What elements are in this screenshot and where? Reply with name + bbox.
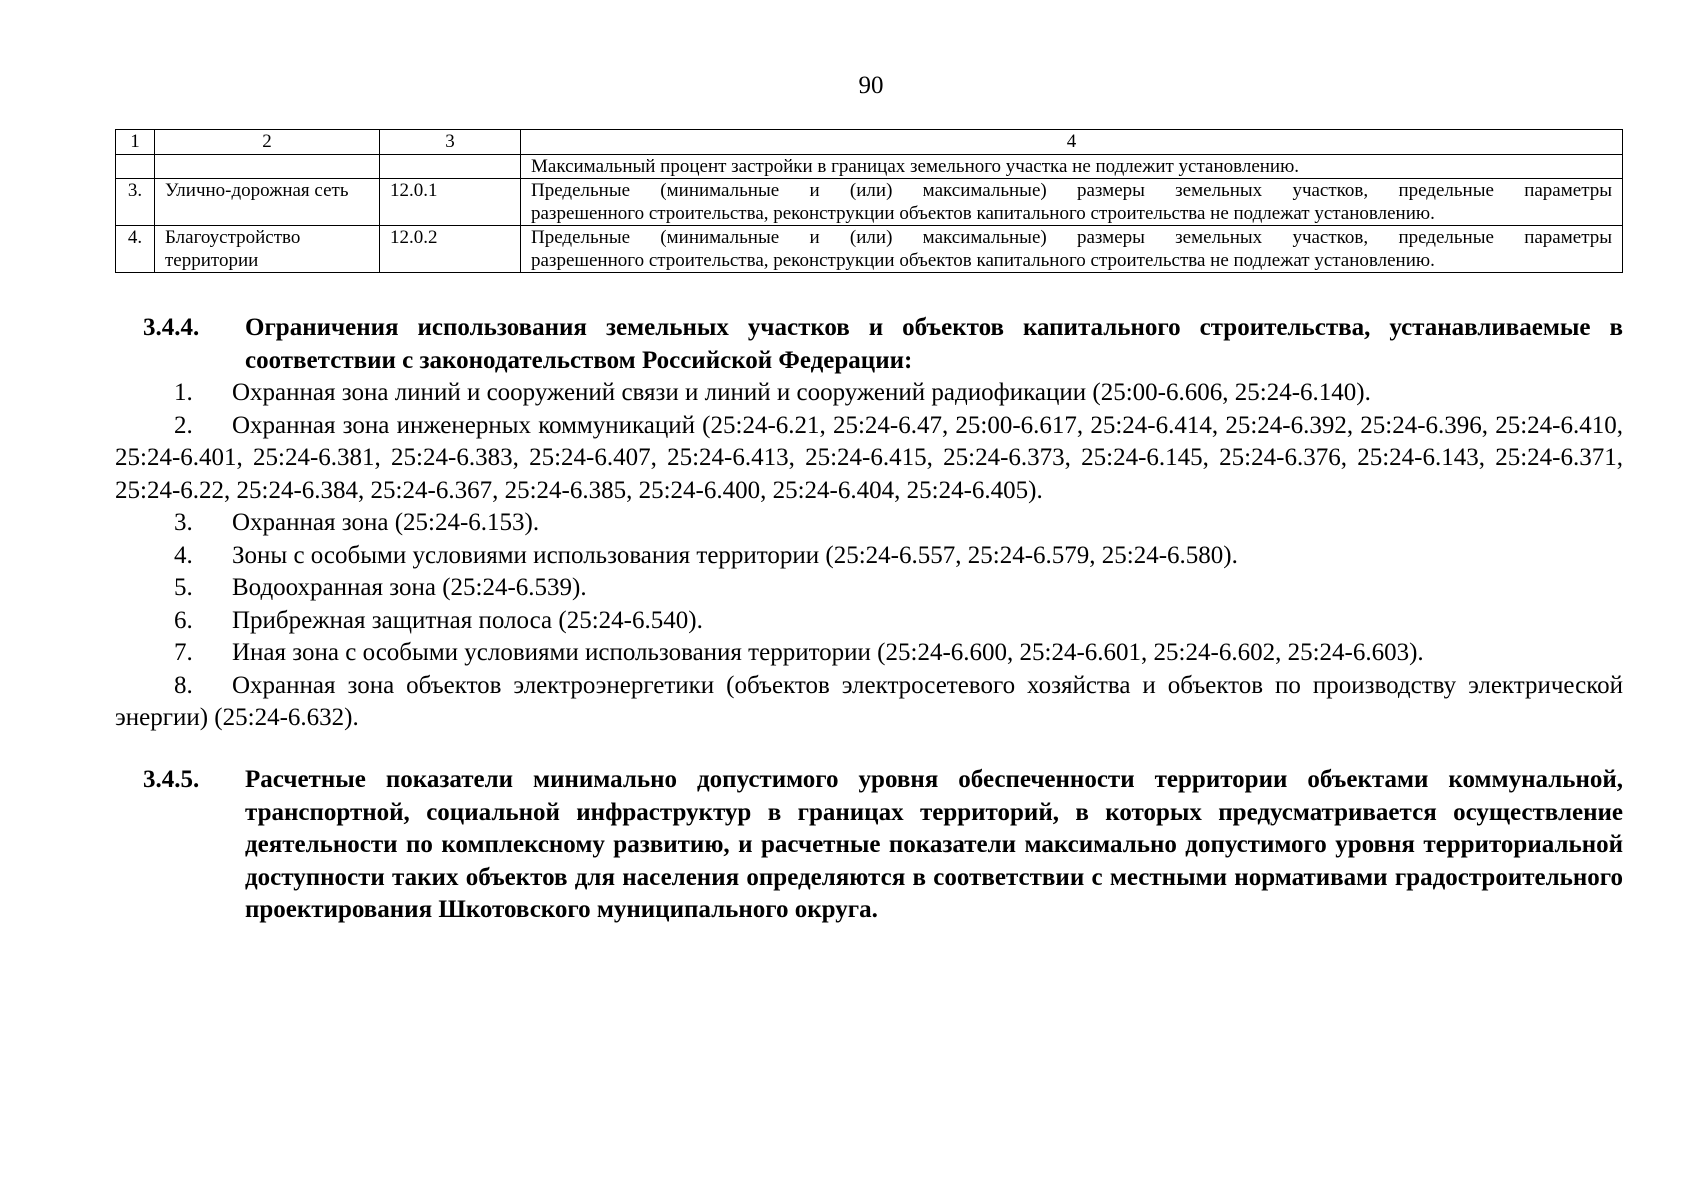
page-number: 90 xyxy=(858,72,884,99)
item-text: Водоохранная зона (25:24-6.539). xyxy=(232,574,587,601)
section-title: Расчетные показатели минимально допустимого уровня обеспеченности территории объектами коммунальной, транспортной, социальной инфраструктур в границах территорий, в которых предусматривается осуществление деятельности по комплексному развитию, и расчетные показатели максимально допустимого уровня территориальной доступности таких объектов для населения определяются в соответствии с местными нормативами градостроительного проектирования Шкотовского муниципального округа. xyxy=(245,766,1623,923)
row-text-line: разрешенного строительства, реконструкции объектов капитального строительства не подлежат установлению. xyxy=(531,203,1435,224)
item-number: 3. xyxy=(174,509,193,536)
land-use-table xyxy=(115,129,1623,273)
section-heading xyxy=(115,312,1623,377)
item-text: Иная зона с особыми условиями использования территории (25:24-6.600, 25:24-6.601, 25:24-6.602, 25:24-6.603). xyxy=(232,639,1424,666)
section-heading xyxy=(115,764,1623,927)
restrictions-list xyxy=(115,377,1623,735)
row-text-line: Предельные (минимальные и (или) максимальные) размеры земельных участков, предельные параметры xyxy=(531,227,1612,248)
row-name-cell: Улично-дорожная сеть xyxy=(155,179,380,226)
item-text: Охранная зона объектов электроэнергетики (объектов электросетевого хозяйства и объектов по производству электрической энергии) (25:24-6.632). xyxy=(115,671,1623,731)
list-item xyxy=(115,507,1623,540)
item-number: 6. xyxy=(174,606,193,634)
row-text-line: Предельные (минимальные и (или) максимальные) размеры земельных участков, предельные параметры xyxy=(531,180,1612,201)
list-item xyxy=(115,377,1623,410)
row-text-cell xyxy=(521,179,1623,226)
row-number-cell xyxy=(116,155,155,179)
row-text-cell xyxy=(521,155,1623,179)
list-item xyxy=(115,637,1623,670)
item-number: 5. xyxy=(174,574,193,601)
item-text: Охранная зона (25:24-6.153). xyxy=(232,509,540,536)
table-row xyxy=(116,226,1623,273)
section-3-4-5 xyxy=(115,764,1623,927)
row-code-cell xyxy=(380,155,521,179)
item-number: 1. xyxy=(174,379,193,406)
item-number: 7. xyxy=(174,639,193,666)
row-text-line: Максимальный процент застройки в границах земельного участка не подлежит установлению. xyxy=(531,156,1300,177)
row-number-cell: 4. xyxy=(116,226,155,273)
item-number: 8. xyxy=(174,671,193,699)
item-text: Зоны с особыми условиями использования территории (25:24-6.557, 25:24-6.579, 25:24-6.580). xyxy=(232,541,1238,569)
table-row xyxy=(116,179,1623,226)
item-text: Охранная зона линий и сооружений связи и линий и сооружений радиофикации (25:00-6.606, 25:24-6.140). xyxy=(232,379,1371,406)
list-item xyxy=(115,605,1623,638)
section-3-4-4 xyxy=(115,312,1623,735)
table-row xyxy=(116,155,1623,179)
section-title: Ограничения использования земельных участков и объектов капитального строительства, устанавливаемые в соответствии с законодательством Российской Федерации: xyxy=(245,314,1623,374)
row-name-cell: Благоустройство территории xyxy=(155,226,380,273)
list-item xyxy=(115,670,1623,735)
list-item xyxy=(115,540,1623,573)
row-text-line: разрешенного строительства, реконструкции объектов капитального строительства не подлежат установлению. xyxy=(531,250,1435,271)
row-name-cell xyxy=(155,155,380,179)
table-header-row xyxy=(116,130,1623,155)
list-item xyxy=(115,572,1623,605)
table-header-cell: 4 xyxy=(521,130,1623,155)
item-number: 4. xyxy=(174,541,193,569)
row-number-cell: 3. xyxy=(116,179,155,226)
section-number: 3.4.5. xyxy=(143,766,200,793)
row-code-cell: 12.0.1 xyxy=(380,179,521,226)
item-number: 2. xyxy=(174,411,193,439)
row-text-cell xyxy=(521,226,1623,273)
table-header-cell: 1 xyxy=(116,130,155,155)
list-item xyxy=(115,410,1623,508)
item-text: Охранная зона инженерных коммуникаций (25:24-6.21, 25:24-6.47, 25:00-6.617, 25:24-6.414, 25:24-6.392, 25:24-6.396, 25:24-6.410, 25:24-6.401, 25:24-6.381, 25:24-6.383, 25:24-6.407, 25:24-6.413, 25:24-6.415, 25:24-6.373, 25:24-6.145, 25:24-6.376, 25:24-6.143, 25:24-6.371, 25:24-6.22, 25:24-6.384, 25:24-6.367, 25:24-6.385, 25:24-6.400, 25:24-6.404, 25:24-6.405). xyxy=(115,411,1623,504)
table-header-cell: 3 xyxy=(380,130,521,155)
section-number: 3.4.4. xyxy=(143,314,200,341)
table-header-cell: 2 xyxy=(155,130,380,155)
item-text: Прибрежная защитная полоса (25:24-6.540). xyxy=(232,606,703,634)
row-code-cell: 12.0.2 xyxy=(380,226,521,273)
